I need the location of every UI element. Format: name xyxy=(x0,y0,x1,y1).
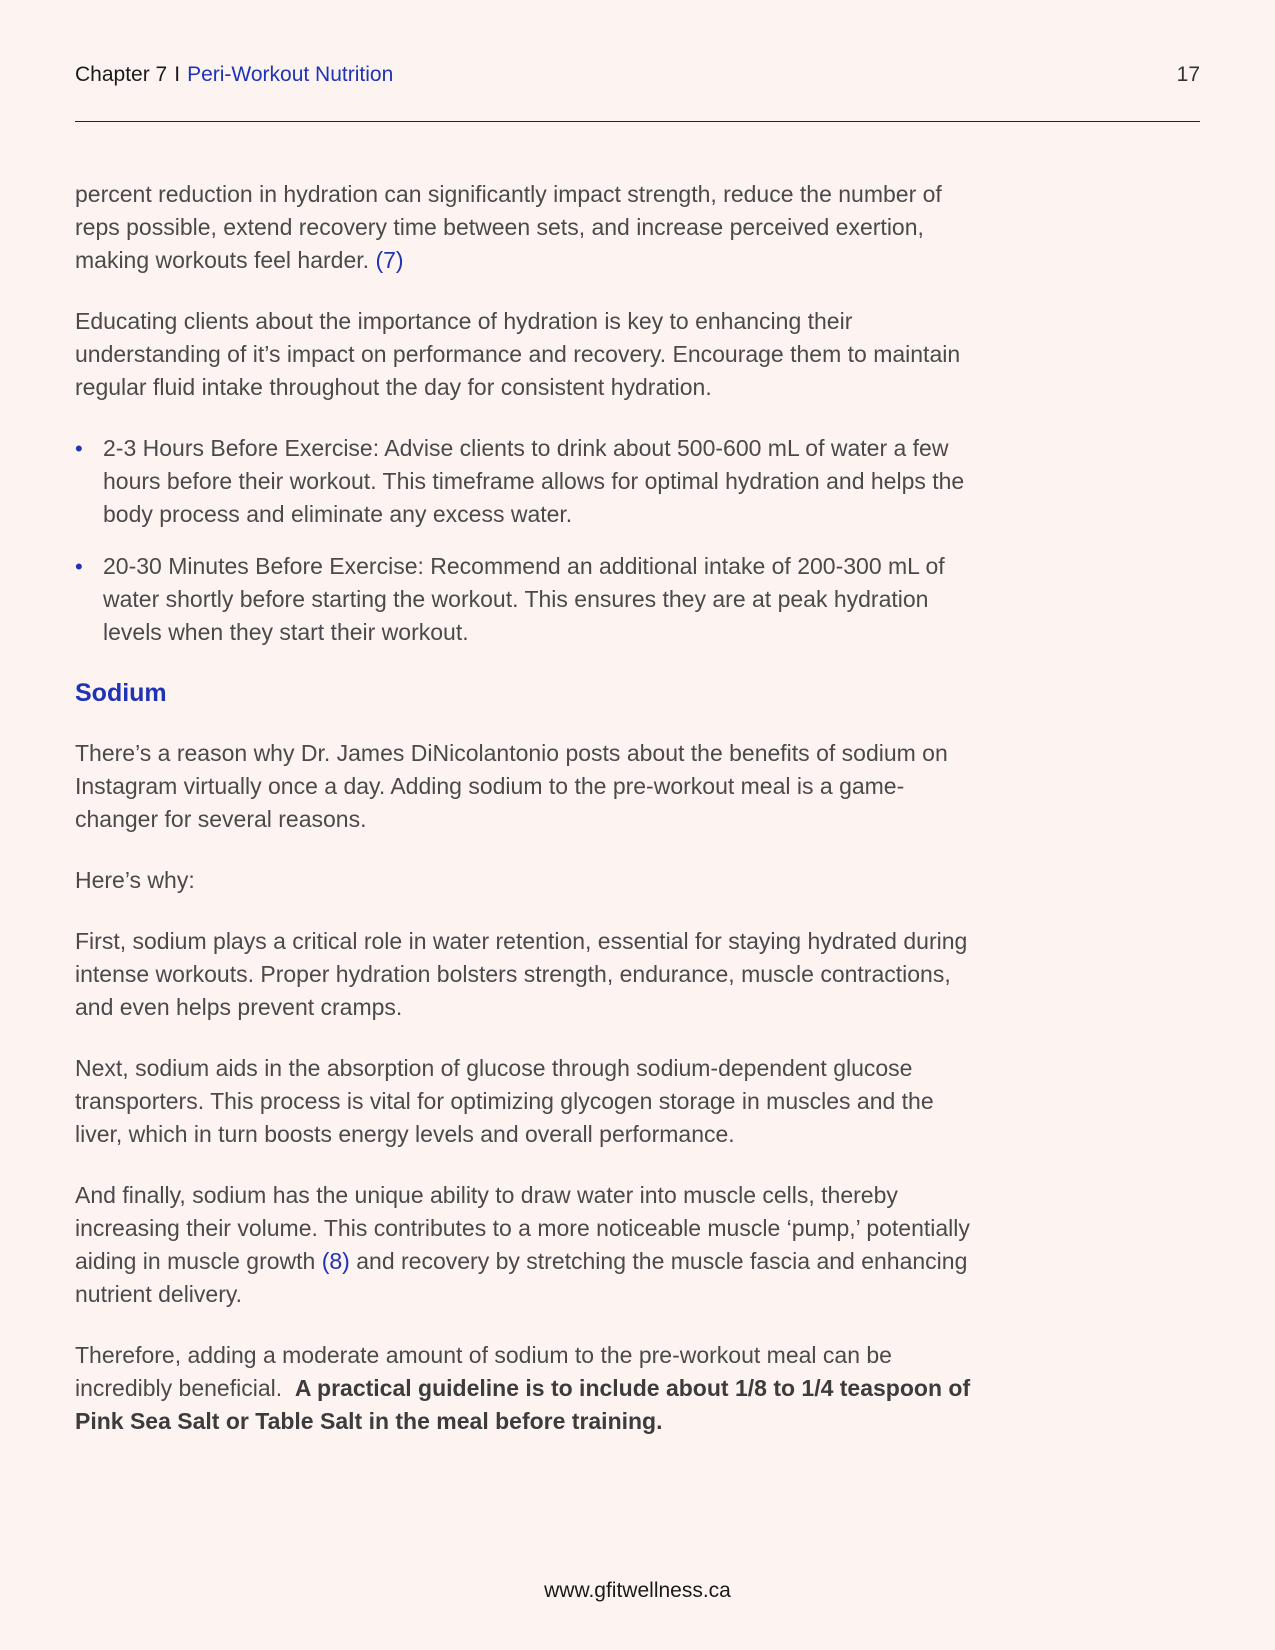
section-title: Peri-Workout Nutrition xyxy=(187,63,394,86)
paragraph-text: Therefore, adding a moderate amount of sodium to the pre-workout meal can be incredibly beneficial. xyxy=(75,1342,892,1401)
main-content xyxy=(75,178,975,1466)
page-number: 17 xyxy=(1176,63,1200,86)
running-title xyxy=(75,63,393,87)
paragraph-sodium-intro: There’s a reason why Dr. James DiNicolantonio posts about the benefits of sodium on Instagram virtually once a day. Adding sodium to the pre-workout meal is a game-changer for several reasons. xyxy=(75,740,948,832)
page-header xyxy=(75,60,1200,90)
chapter-label: Chapter 7 xyxy=(75,63,168,86)
citation-link[interactable]: (7) xyxy=(375,247,404,273)
paragraph-water-retention: First, sodium plays a critical role in water retention, essential for staying hydrated during intense workouts. Proper hydration bolsters strength, endurance, muscle contractions, and even helps prevent cramps. xyxy=(75,928,968,1020)
list-item: • 2-3 Hours Before Exercise: Advise clients to drink about 500-600 mL of water a few hours before their workout. This timeframe allows for optimal hydration and helps the body process and eliminate any excess water. xyxy=(75,432,975,531)
paragraph-text: and recovery by stretching the muscle fascia and enhancing nutrient delivery. xyxy=(75,1248,968,1307)
paragraph-muscle-pump xyxy=(75,1179,975,1311)
guideline-emphasis: A practical guideline is to include about 1/8 to 1/4 teaspoon of Pink Sea Salt or Table Salt in the meal before training. xyxy=(75,1375,971,1434)
hydration-timing-list xyxy=(75,432,975,649)
header-separator: I xyxy=(174,63,181,86)
citation-link[interactable]: (8) xyxy=(321,1248,350,1274)
list-item: • 20-30 Minutes Before Exercise: Recommend an additional intake of 200-300 mL of water shortly before starting the workout. This ensures they are at peak hydration levels when they start their workout. xyxy=(75,550,975,649)
paragraph-heres-why: Here’s why: xyxy=(75,867,195,893)
paragraph-text: percent reduction in hydration can significantly impact strength, reduce the number of reps possible, extend recovery time between sets, and increase perceived exertion, making workouts feel harder. xyxy=(75,181,942,273)
paragraph-practical-guideline xyxy=(75,1339,975,1438)
paragraph-hydration-impact xyxy=(75,178,975,277)
paragraph-glucose-absorption: Next, sodium aids in the absorption of glucose through sodium-dependent glucose transporters. This process is vital for optimizing glycogen storage in muscles and the liver, which in turn boosts energy levels and overall performance. xyxy=(75,1055,934,1147)
paragraph-text: And finally, sodium has the unique ability to draw water into muscle cells, thereby increasing their volume. This contributes to a more noticeable muscle ‘pump,’ potentially aiding in muscle growth xyxy=(75,1182,970,1274)
section-heading-sodium: Sodium xyxy=(75,679,167,707)
paragraph-educating-clients: Educating clients about the importance of hydration is key to enhancing their understanding of it’s impact on performance and recovery. Encourage them to maintain regular fluid intake throughout the day for consistent hydration. xyxy=(75,308,961,400)
header-divider xyxy=(75,121,1200,122)
footer-website[interactable]: www.gfitwellness.ca xyxy=(544,1579,731,1602)
